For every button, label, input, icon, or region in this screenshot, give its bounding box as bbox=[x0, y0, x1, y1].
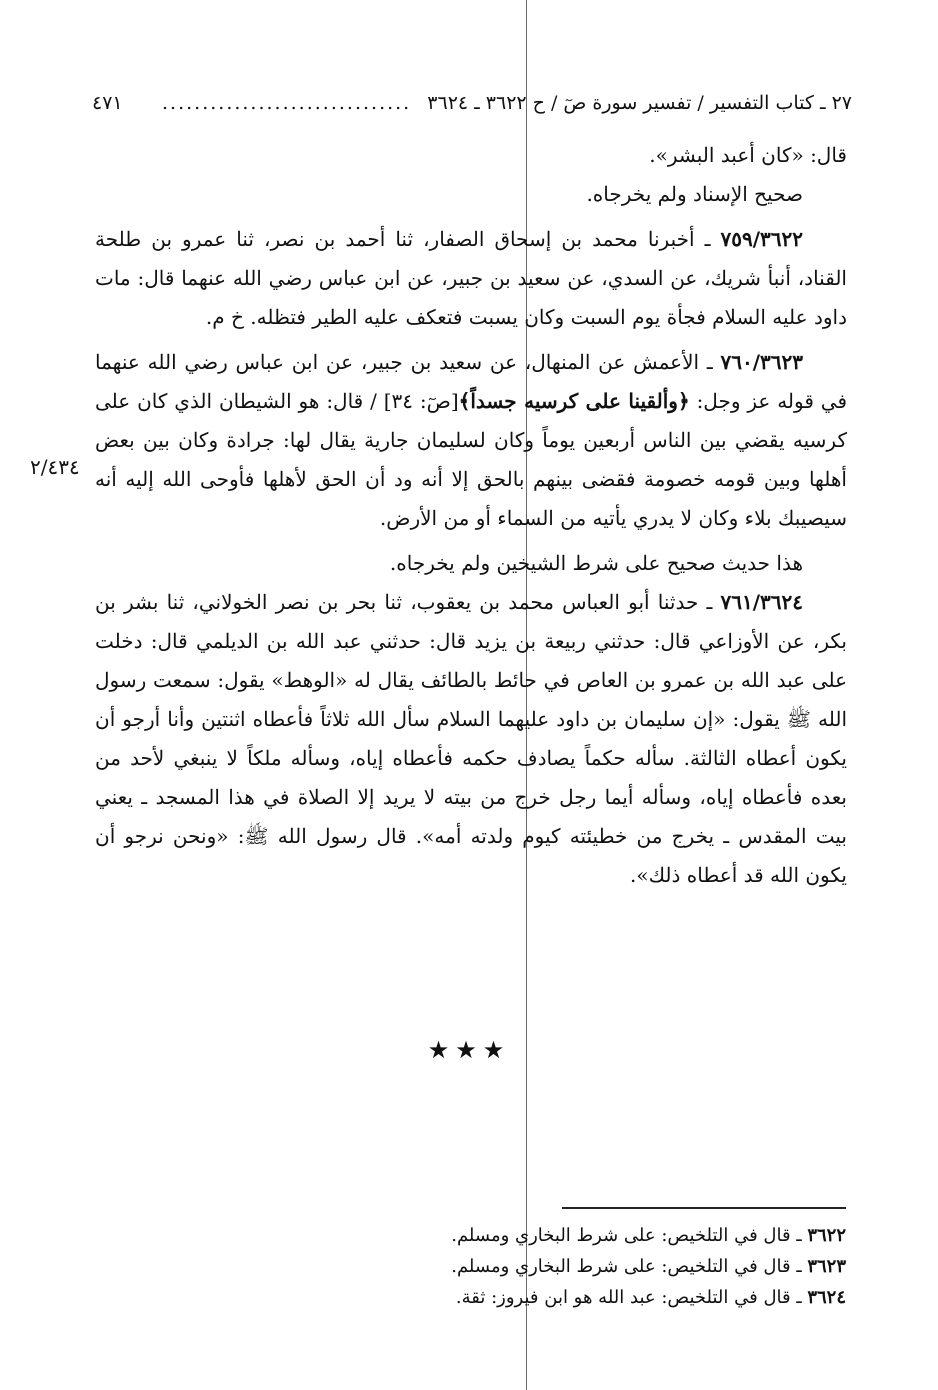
hadith-number: ٧٥٩/٣٦٢٢ bbox=[720, 227, 803, 251]
paragraph-quote-end: قال: «كان أعبد البشر». bbox=[649, 143, 847, 167]
hadith-text: ـ أخبرنا محمد بن إسحاق الصفار، ثنا أحمد بن نصر، ثنا عمرو بن طلحة القناد، أنبأ شريك، عن السدي، عن سعيد بن جبير، عن ابن عباس رضي الله عنهما قال: مات داود عليه السلام فجأة يوم السبت وكان يسبت فتعكف عليه الطير فتظله. خ م. bbox=[95, 227, 847, 329]
footnote-number: ٣٦٢٤ bbox=[807, 1287, 846, 1308]
page-number: ٤٧١ bbox=[92, 92, 123, 114]
marginal-reference: ٢/٤٣٤ bbox=[30, 455, 80, 479]
footnotes bbox=[286, 1220, 846, 1313]
main-text bbox=[95, 136, 847, 895]
footnote-text: ـ قال في التلخيص: على شرط البخاري ومسلم. bbox=[451, 1256, 808, 1277]
hadith-3624 bbox=[95, 583, 847, 895]
footnote bbox=[286, 1220, 846, 1251]
running-header bbox=[92, 86, 852, 120]
footnote bbox=[286, 1282, 846, 1313]
section-divider-stars: ★★★ bbox=[427, 1036, 511, 1064]
hadith-text: ـ حدثنا أبو العباس محمد بن يعقوب، ثنا بحر بن نصر الخولاني، ثنا بشر بن بكر، عن الأوزاعي قال: حدثني ربيعة بن يزيد قال: حدثني عبد الله بن الديلمي قال: دخلت على عبد الله بن عمرو بن العاص في حائط بالطائف يقال له «الوهط» يقول: سمعت رسول الله ﷺ يقول: «إن سليمان بن داود عليهما السلام سأل الله ثلاثاً فأعطاه اثنتين وأنا أرجو أن يكون أعطاه الثالثة. سأله حكماً يصادف حكمه فأعطاه إياه، وسأله ملكاً لا ينبغي لأحد من بعده فأعطاه إياه، وسأله أيما رجل خرج من بيته لا يريد إلا الصلاة في هذا المسجد ـ يعني بيت المقدس ـ يخرج من خطيئته كيوم ولدته أمه». قال رسول الله ﷺ: «ونحن نرجو أن يكون الله قد أعطاه ذلك». bbox=[95, 590, 847, 887]
paragraph-grading: صحيح الإسناد ولم يخرجاه. bbox=[586, 182, 803, 206]
hadith-text-continued: [صٓ: ٣٤] / قال: هو الشيطان الذي كان على كرسيه يقضي بين الناس أربعين يوماً وكان لسليمان جارية يقال لها: جرادة وكان بين بعض أهلها وبين قومه خصومة فقضى بينهم بالحق إلا أنه ود أن الحق لأهلها فأوحى الله إليه أنه سيصيبك بلاء وكان لا يدري يأتيه من السماء أو من الأرض. bbox=[95, 389, 847, 530]
footnote-text: ـ قال في التلخيص: عبد الله هو ابن فيروز: ثقة. bbox=[455, 1287, 808, 1308]
footnote-number: ٣٦٢٣ bbox=[807, 1256, 846, 1277]
footnote-number: ٣٦٢٢ bbox=[807, 1225, 846, 1246]
leader-dots: ............................... bbox=[162, 92, 412, 114]
hadith-text: ـ الأعمش عن المنهال، عن سعيد بن جبير، عن ابن عباس رضي الله عنهما في قوله عز وجل: bbox=[95, 350, 848, 413]
footnote-rule bbox=[562, 1207, 846, 1209]
running-title: ٢٧ ـ كتاب التفسير / تفسير سورة صٓ / ح ٣٦٢٢ ـ ٣٦٢٤ bbox=[427, 92, 852, 114]
hadith-number: ٧٦٠/٣٦٢٣ bbox=[720, 350, 803, 374]
footnote bbox=[286, 1251, 846, 1282]
hadith-3623 bbox=[95, 343, 847, 538]
paragraph-grading: هذا حديث صحيح على شرط الشيخين ولم يخرجاه. bbox=[389, 551, 803, 575]
hadith-number: ٧٦١/٣٦٢٤ bbox=[720, 590, 804, 614]
footnote-text: ـ قال في التلخيص: على شرط البخاري ومسلم. bbox=[451, 1225, 808, 1246]
hadith-3622 bbox=[95, 220, 847, 337]
quran-verse: ﴿وألقينا على كرسيه جسداً﴾ bbox=[458, 389, 690, 413]
